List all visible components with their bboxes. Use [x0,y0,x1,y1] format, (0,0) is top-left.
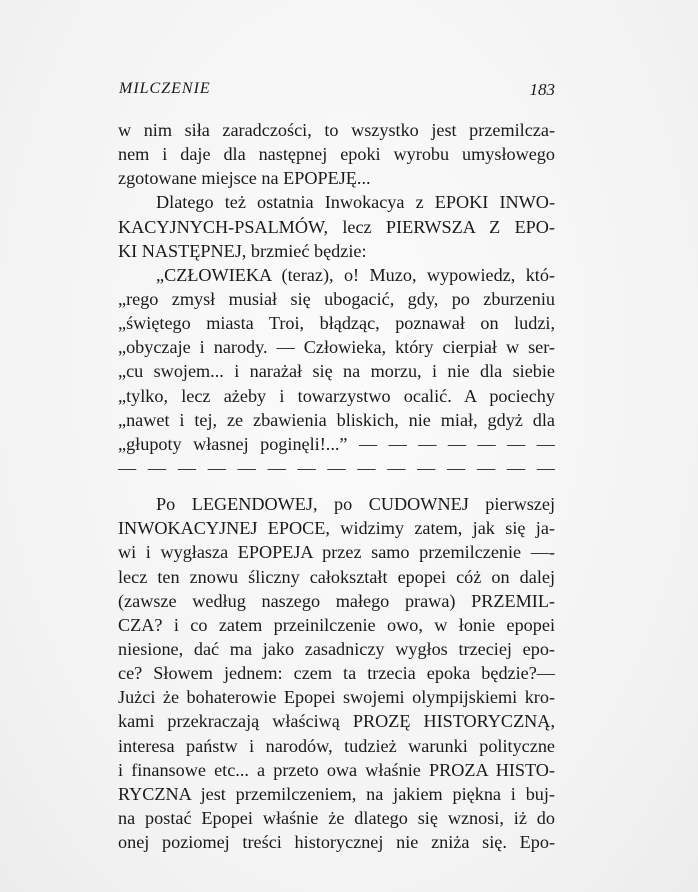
page-header [119,80,555,104]
text-line: „obyczaje i narody. — Człowieka, który cierpiał w ser- [118,337,555,358]
paragraph [118,190,555,262]
text-line: na postać Epopei właśnie że dlatego się wznosi, iż do [118,807,555,828]
text-line: onej poziomej treści historycznej nie zniża się. Epo- [118,832,555,853]
text-line: Dlatego też ostatnia Inwokacya z EPOKI INWO- [156,192,555,213]
text-line: „głupoty własnej poginęli!...” — — — — — — — [118,433,555,454]
text-line: „rego zmysł musiał się ubogacić, gdy, po zburzeniu [118,288,555,309]
text-line: ce? Słowem jednem: czem ta trzecia epoka będzie?— [118,663,555,684]
text-line: kami przekraczają właściwą PROZĘ HISTORYCZNĄ, [118,711,555,732]
text-line: Po LEGENDOWEJ, po CUDOWNEJ pierwszej [156,494,555,515]
text-line: nem i daje dla następnej epoki wyrobu umysłowego [118,144,555,165]
text-line: zgotowane miejsce na EPOPEJĘ... [118,168,371,189]
text-line: KI NASTĘPNEJ, brzmieć będzie: [118,240,367,261]
text-line: KACYJNYCH-PSALMÓW, lecz PIERWSZA Z EPO- [118,216,555,237]
text-line: w nim siła zaradczości, to wszystko jest przemilcza- [118,120,555,140]
text-line: CZA? i co zatem przeinilczenie owo, w łonie epopei [118,614,555,635]
dash-rule-line: — — — — — — — — — — — — — — — [118,457,555,478]
text-line: „cu swojem... i narażał się na morzu, i nie dla siebie [118,361,555,382]
quotation [118,263,555,480]
text-line: lecz ten znowu śliczny całokształt epopei cóż on dalej [118,566,555,587]
paragraph [118,118,555,190]
text-line: (zawsze według naszego małego prawa) PRZEMIL- [118,590,555,611]
text-line: niesione, dać ma jako zasadniczy wygłos trzeciej epo- [118,638,555,659]
running-title: MILCZENIE [119,80,211,97]
paragraph-gap [118,480,555,492]
text-line: „CZŁOWIEKA (teraz), o! Muzo, wypowiedz, któ- [156,264,555,285]
body-text [118,118,555,854]
text-line: „świętego miasta Troi, błądząc, poznawał on ludzi, [118,313,555,334]
text-line: RYCZNA jest przemilczeniem, na jakiem piękna i buj- [118,783,555,804]
paragraph [118,492,555,854]
page-number: 183 [529,80,555,99]
text-line: wi i wygłasza EPOPEJA przez samo przemilczenie —- [118,542,555,563]
text-line: „tylko, lecz ażeby i towarzystwo ocalić. A pociechy [118,385,555,406]
text-line: Jużci że bohaterowie Epopei swojemi olympijskiemi kro- [118,687,555,708]
text-line: i finansowe etc... a przeto owa właśnie PROZA HISTO- [118,759,555,780]
text-line: INWOKACYJNEJ EPOCE, widzimy zatem, jak się ja- [118,518,555,539]
text-line: „nawet i tej, ze zbawienia bliskich, nie miał, gdyż dla [118,409,555,430]
text-line: interesa państw i narodów, tudzież warunki polityczne [118,735,555,756]
